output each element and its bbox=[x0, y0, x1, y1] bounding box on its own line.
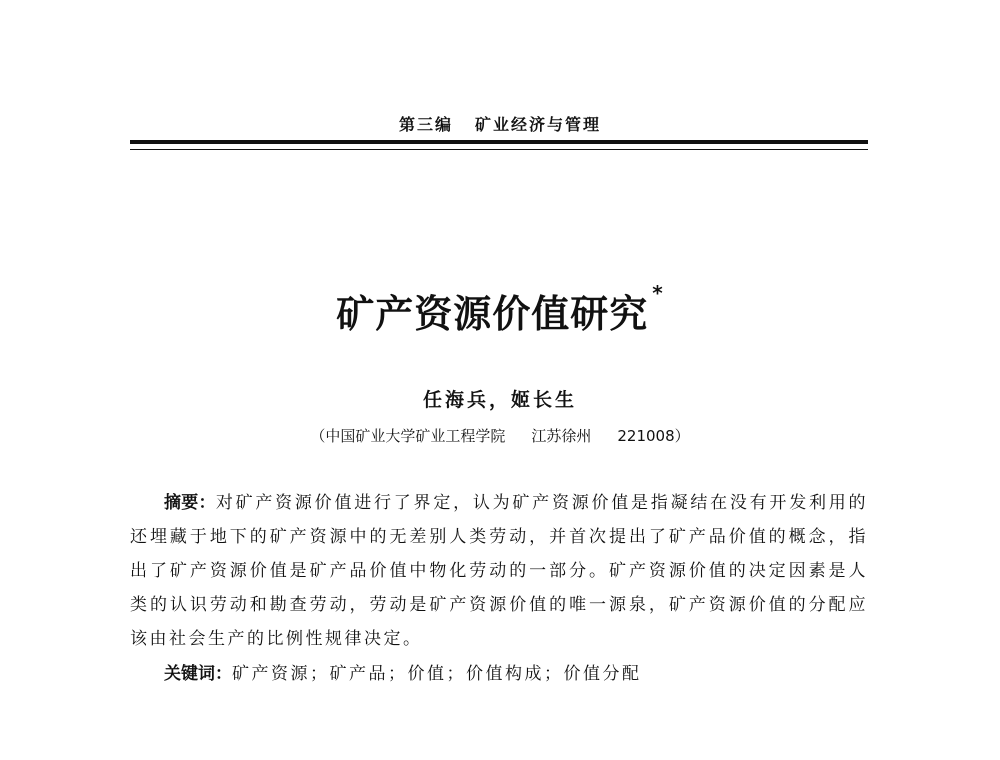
keywords bbox=[130, 657, 868, 691]
affiliation-location: 江苏徐州 bbox=[531, 427, 592, 445]
paper-title bbox=[0, 283, 1000, 338]
author-list: 任海兵，姬长生 bbox=[422, 389, 577, 411]
abstract-label: 摘要： bbox=[164, 493, 216, 513]
affiliation-institution: （中国矿业大学矿业工程学院 bbox=[310, 427, 506, 445]
keywords-text: 矿产资源；矿产品；价值；价值构成；价值分配 bbox=[232, 664, 642, 684]
keywords-label: 关键词： bbox=[164, 664, 232, 684]
header-rule-thin bbox=[130, 149, 868, 150]
paper-title-text: 矿产资源价值研究 bbox=[336, 292, 649, 336]
affiliation bbox=[0, 425, 1000, 446]
title-footnote-marker: * bbox=[652, 281, 664, 305]
affiliation-postcode: 221008） bbox=[617, 427, 690, 445]
running-head-part: 第三编 bbox=[398, 115, 453, 134]
abstract-text: 对矿产资源价值进行了界定，认为矿产资源价值是指凝结在没有开发利用的还埋藏于地下的矿产资源中的无差别人类劳动，并首次提出了矿产品价值的概念，指出了矿产资源价值是矿产品价值中物化劳动的一部分。矿产资源价值的决定因素是人类的认识劳动和勘查劳动，劳动是矿产资源价值的唯一源泉，矿产资源价值的分配应该由社会生产的比例性规律决定。 bbox=[130, 493, 869, 649]
header-rule-thick bbox=[130, 140, 868, 144]
running-head-section: 矿业经济与管理 bbox=[475, 115, 602, 134]
running-head bbox=[0, 112, 1000, 135]
abstract bbox=[130, 486, 868, 656]
